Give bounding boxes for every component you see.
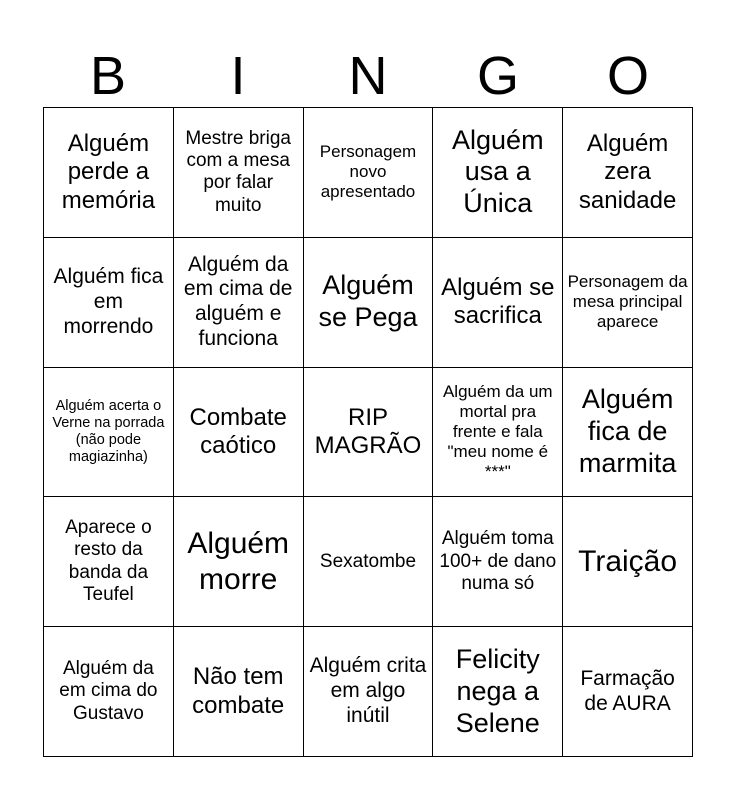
bingo-cell[interactable] [563,368,693,498]
cell-text: Alguém morre [187,527,290,596]
cell-text: Alguém da um mortal pra frente e fala "meu nome é ***" [442,381,553,482]
bingo-cell[interactable] [563,238,693,368]
bingo-cell[interactable] [563,108,693,238]
cell-text: Aparece o resto da banda da Teufel [65,516,152,606]
header-letter-n: N [348,46,388,106]
cell-text: Felicity nega a Selene [455,643,540,738]
cell-text: Não tem combate [192,663,285,719]
bingo-cell[interactable] [174,368,304,498]
bingo-cell[interactable] [174,627,304,757]
cell-text: Alguém usa a Única [452,124,544,219]
cell-text: Alguém perde a memória [61,129,156,214]
bingo-card-grid [43,107,693,757]
cell-text: Alguém da em cima do Gustavo [59,657,158,724]
header-letter-b: B [89,46,127,106]
bingo-cell[interactable] [304,108,434,238]
header-letter-o: O [606,46,649,106]
cell-text: Alguém toma 100+ de dano numa só [439,528,557,594]
cell-text: Alguém crita em algo inútil [309,654,427,727]
cell-text: Mestre briga com a mesa por falar muito [185,127,291,216]
bingo-cell[interactable] [563,627,693,757]
bingo-cell[interactable] [433,627,563,757]
cell-text: Alguém se sacrifica [441,273,555,330]
cell-text: Alguém se Pega [318,270,418,333]
cell-text: Alguém zera sanidade [578,129,677,214]
cell-text: Sexatombe [319,550,417,572]
cell-text: Farmação de AURA [580,666,675,715]
bingo-cell[interactable] [304,238,434,368]
bingo-cell[interactable] [44,238,174,368]
cell-text: Alguém fica de marmita [578,384,677,478]
cell-text: Traição [578,545,678,579]
cell-text: Alguém fica em morrendo [53,265,164,338]
bingo-cell[interactable] [174,497,304,627]
cell-text: Alguém da em cima de alguém e funciona [183,252,293,350]
bingo-cell[interactable] [304,497,434,627]
cell-text: Personagem da mesa principal aparece [567,272,688,332]
bingo-cell[interactable] [44,497,174,627]
bingo-cell[interactable] [44,108,174,238]
bingo-cell[interactable] [174,238,304,368]
bingo-cell[interactable] [563,497,693,627]
header-letter-g: G [476,46,519,106]
bingo-cell[interactable] [433,368,563,498]
bingo-cell[interactable] [44,368,174,498]
bingo-cell[interactable] [174,108,304,238]
bingo-cell[interactable] [433,238,563,368]
cell-text: RIP MAGRÃO [314,403,422,459]
bingo-cell[interactable] [433,108,563,238]
bingo-header [43,44,693,108]
cell-text: Combate caótico [189,403,287,459]
bingo-cell[interactable] [304,368,434,498]
bingo-cell[interactable] [44,627,174,757]
bingo-cell[interactable] [433,497,563,627]
cell-text: Alguém acerta o Verne na porrada (não pode magiazinha) [52,397,165,466]
cell-text: Personagem novo apresentado [319,142,417,202]
bingo-cell[interactable] [304,627,434,757]
header-letter-i: I [230,46,246,106]
